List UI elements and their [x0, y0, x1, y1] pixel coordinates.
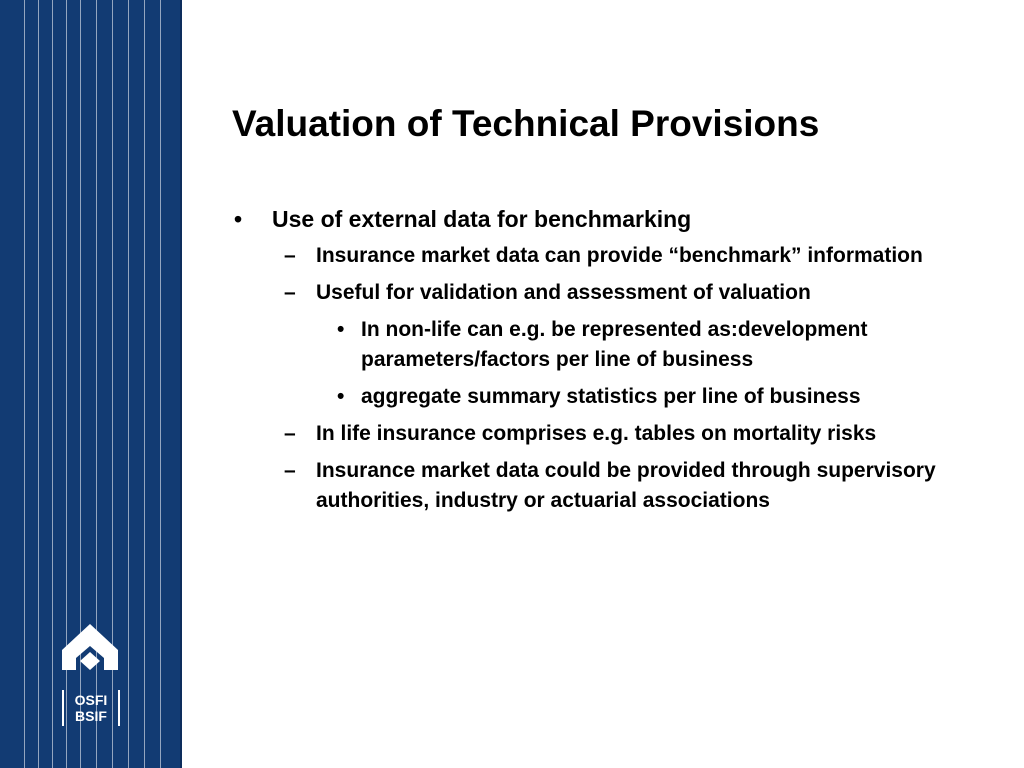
bullet-text: Use of external data for benchmarking: [272, 206, 692, 232]
sub-bullet-item: [232, 241, 972, 271]
bullet-item: [232, 203, 972, 235]
sub-sub-bullet-text: In non-life can e.g. be represented as:development parameters/factors per line of business: [361, 318, 868, 371]
sub-bullet-text: Insurance market data could be provided through supervisory authorities, industry or actuarial associations: [316, 459, 936, 512]
logo-line-osfi: OSFI: [74, 692, 108, 708]
band-stripe: [38, 0, 39, 768]
band-edge: [180, 0, 182, 768]
band-stripe: [144, 0, 145, 768]
bullet-marker: •: [337, 318, 345, 341]
sub-bullet-text: In life insurance comprises e.g. tables on mortality risks: [316, 422, 877, 445]
sub-bullet-item: [232, 419, 972, 449]
band-stripe: [160, 0, 161, 768]
dash-marker: –: [284, 459, 296, 482]
sub-bullet-text: Useful for validation and assessment of valuation: [316, 281, 811, 304]
dash-marker: –: [284, 422, 296, 445]
sub-bullet-text: Insurance market data can provide “benchmark” information: [316, 244, 923, 267]
osfi-logo-text: [62, 690, 120, 726]
band-stripe: [52, 0, 53, 768]
dash-marker: –: [284, 244, 296, 267]
osfi-house-mark-icon: [58, 622, 122, 682]
logo-line-bsif: BSIF: [75, 708, 107, 724]
band-stripe: [24, 0, 25, 768]
dash-marker: –: [284, 281, 296, 304]
bullet-marker: •: [337, 385, 345, 408]
sub-bullet-item: [232, 278, 972, 308]
decorative-side-band: [0, 0, 182, 768]
band-stripe: [128, 0, 129, 768]
sub-sub-bullet-item: [232, 315, 972, 375]
bullet-marker: •: [234, 206, 243, 232]
slide-title: Valuation of Technical Provisions: [232, 103, 820, 144]
sub-bullet-item: [232, 456, 972, 516]
sub-sub-bullet-item: [232, 382, 972, 412]
sub-sub-bullet-text: aggregate summary statistics per line of business: [361, 385, 861, 408]
bullet-list: [232, 203, 972, 523]
